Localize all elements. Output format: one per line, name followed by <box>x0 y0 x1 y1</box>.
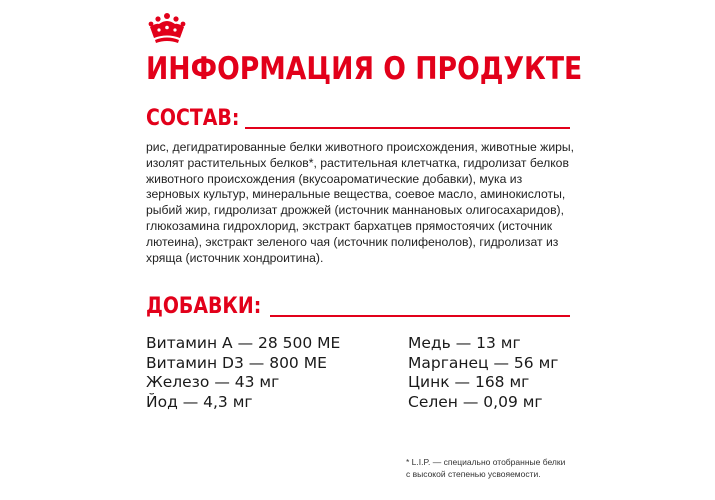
footnote-line-1: * L.I.P. — специально отобранные белки <box>406 457 566 467</box>
composition-heading: СОСТАВ: <box>146 106 240 131</box>
additives-header <box>146 296 570 318</box>
footnote <box>406 457 606 480</box>
additive-item-selenium: Селен — 0,09 мг <box>408 392 543 411</box>
additive-item-vitamin-d3: Витамин D3 — 800 МЕ <box>146 353 327 372</box>
additive-item-copper: Медь — 13 мг <box>408 334 521 352</box>
additives-list <box>146 334 576 412</box>
composition-header <box>146 108 570 130</box>
additive-item-vitamin-a: Витамин А — 28 500 МЕ <box>146 334 341 352</box>
page-title: ИНФОРМАЦИЯ О ПРОДУКТЕ <box>146 51 583 87</box>
composition-text: рис, дегидратированные белки животного происхождения, животные жиры, изолят растительных белков*, растительная клетчатка, гидролизат белков животного происхождения (вкусоароматические добавки), мука из зерновых культур, минеральные вещества, соевое масло, аминокислоты, рыбий жир, гидролизат дрожжей (источник маннановых олигосахаридов), глюкозамина гидрохлорид, экстракт бархатцев прямостоячих (источник лютеина), экстракт зеленого чая (источник полифенолов), гидролизат из хряща (источник хондроитина). <box>146 140 575 265</box>
additive-item-iron: Железо — 43 мг <box>146 373 280 392</box>
additives-heading: ДОБАВКИ: <box>146 294 262 319</box>
footnote-line-2: с высокой степенью усвояемости. <box>406 468 541 479</box>
additive-item-manganese: Марганец — 56 мг <box>408 353 559 372</box>
composition-divider <box>245 127 570 129</box>
royal-canin-crown-icon <box>146 12 188 46</box>
additives-divider <box>270 315 570 317</box>
additive-item-zinc: Цинк — 168 мг <box>408 373 530 392</box>
additive-item-iodine: Йод — 4,3 мг <box>146 392 253 411</box>
